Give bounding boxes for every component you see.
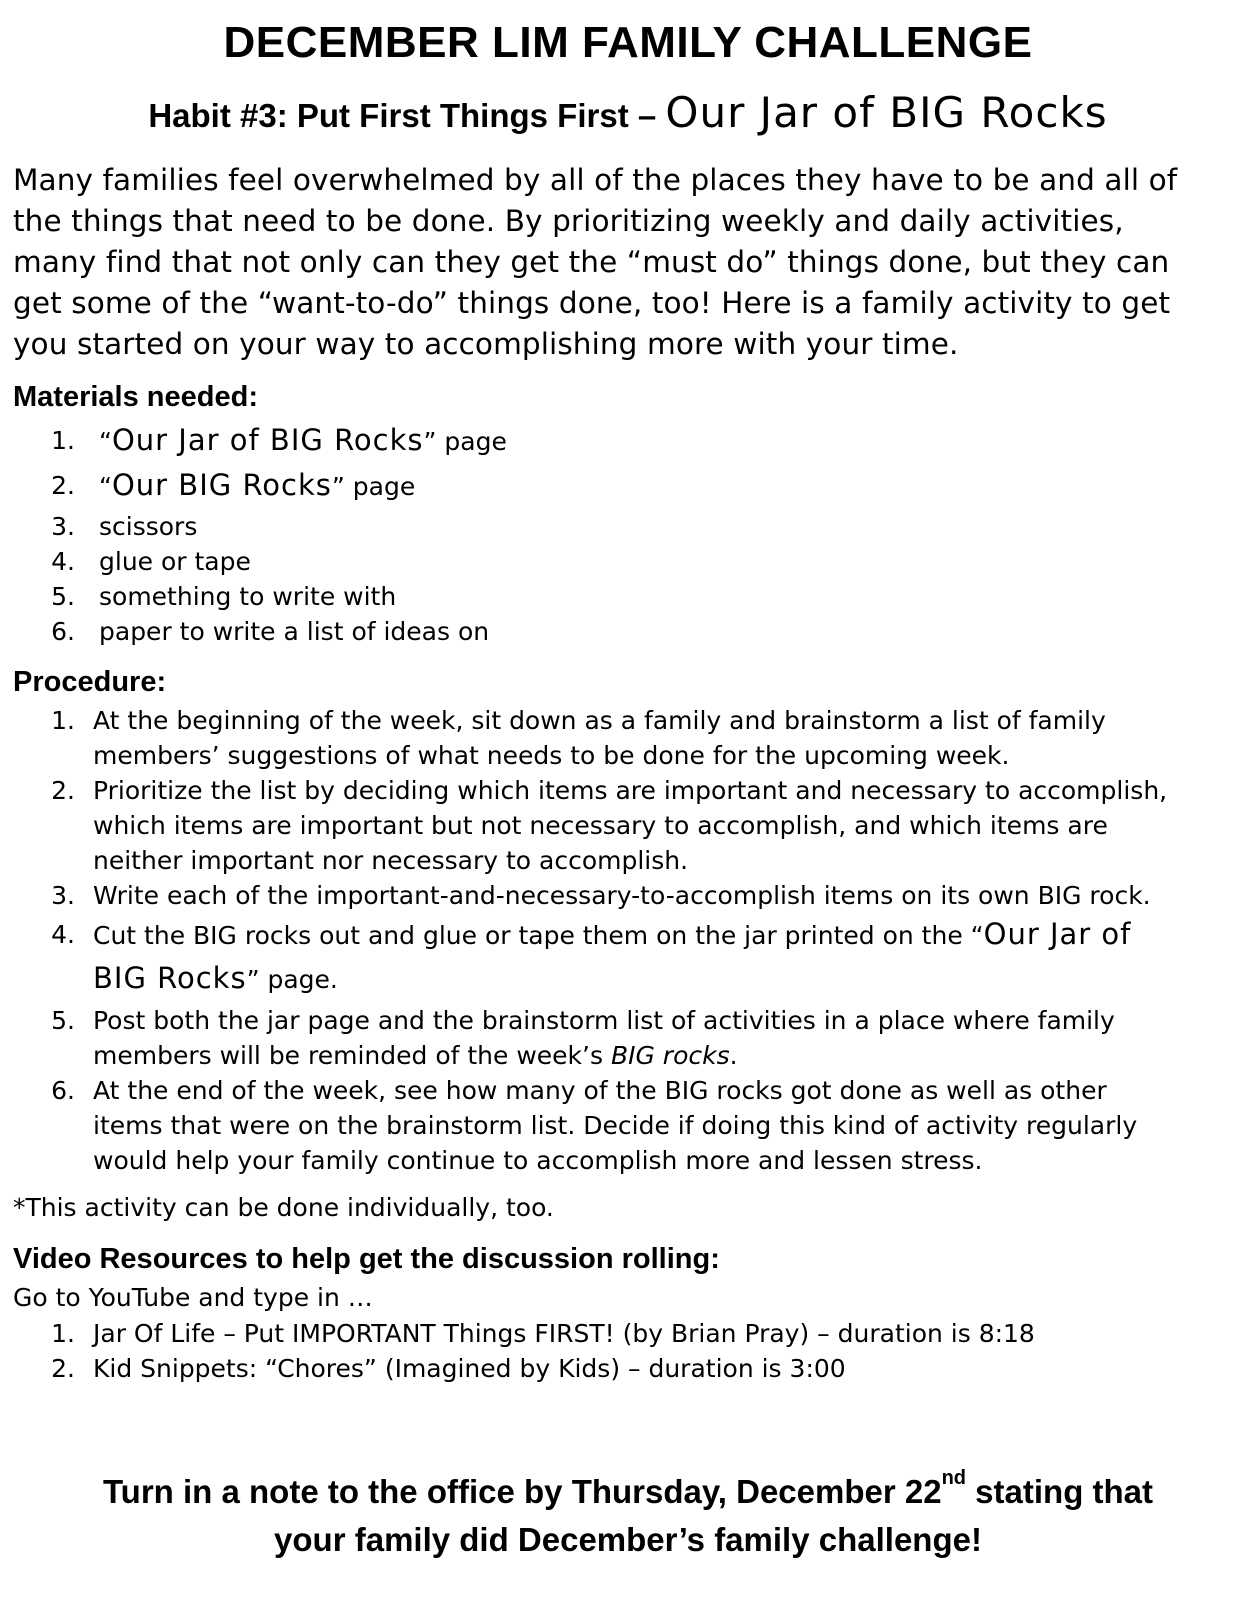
- materials-heading: Materials needed:: [13, 381, 258, 413]
- video-title: Kid Snippets: “Chores” (Imagined by Kids) – duration is 3:00: [93, 1354, 846, 1383]
- step-line: At the end of the week, see how many of the BIG rocks got done as well as other: [93, 1076, 1107, 1105]
- footer-line-2: your family did December’s family challenge!: [274, 1521, 982, 1558]
- step-punct: .: [729, 1041, 738, 1070]
- procedure-step: [47, 1073, 1227, 1178]
- step-line: Write each of the important-and-necessary-to-accomplish items on its own BIG rock.: [93, 881, 1151, 910]
- video-intro: Go to YouTube and type in …: [13, 1283, 373, 1312]
- intro-line: get some of the “want-to-do” things done, too! Here is a family activity to get: [13, 286, 1171, 320]
- procedure-step: [47, 773, 1227, 878]
- step-line: would help your family continue to accomplish more and lessen stress.: [93, 1146, 983, 1175]
- procedure-step: [47, 878, 1227, 913]
- intro-line: many find that not only can they get the “must do” things done, but they can: [13, 245, 1170, 279]
- footer-line-1: Turn in a note to the office by Thursday, December 22nd stating that: [102, 1467, 1154, 1510]
- list-number: 2.: [51, 471, 75, 500]
- step-number: 6.: [51, 1076, 75, 1105]
- step-line: members will be reminded of the week’s: [93, 1041, 611, 1070]
- list-item: [47, 468, 1147, 508]
- step-number: 5.: [51, 1006, 75, 1035]
- step-line: Cut the BIG rocks out and glue or tape them on the jar printed on the “: [93, 921, 984, 950]
- procedure-step: [47, 917, 1247, 1005]
- list-number: 1.: [51, 1319, 75, 1348]
- step-line: members’ suggestions of what needs to be done for the upcoming week.: [93, 741, 1010, 770]
- step-line: which items are important but not necessary to accomplish, and which items are: [93, 811, 1108, 840]
- list-item: [47, 614, 1147, 649]
- video-title: Jar Of Life – Put IMPORTANT Things FIRST! (by Brian Pray) – duration is 8:18: [93, 1319, 1035, 1348]
- video-heading: Video Resources to help get the discussion rolling:: [13, 1243, 720, 1275]
- step-line: At the beginning of the week, sit down as a family and brainstorm a list of family: [93, 706, 1106, 735]
- open-quote: “: [99, 427, 112, 456]
- list-item: [47, 509, 1147, 544]
- step-number: 1.: [51, 706, 75, 735]
- list-number: 6.: [51, 617, 75, 646]
- individual-note: *This activity can be done individually, too.: [13, 1193, 554, 1222]
- big-rocks-italic: BIG rocks: [610, 1041, 730, 1070]
- list-number: 4.: [51, 547, 75, 576]
- list-item: [47, 579, 1147, 614]
- list-item: [47, 423, 1147, 463]
- procedure-step: [47, 1003, 1227, 1073]
- step-line: items that were on the brainstorm list. Decide if doing this kind of activity regularly: [93, 1111, 1138, 1140]
- step-line: ” page.: [246, 965, 338, 994]
- handwritten-page-name: Our Jar of: [983, 917, 1132, 951]
- list-item: [47, 544, 1147, 579]
- intro-line: the things that need to be done. By prioritizing weekly and daily activities,: [13, 204, 1124, 238]
- video-item: [47, 1316, 1227, 1351]
- list-number: 2.: [51, 1354, 75, 1383]
- list-number: 3.: [51, 512, 75, 541]
- open-quote: “: [99, 472, 112, 501]
- procedure-step: [47, 703, 1227, 773]
- list-number: 5.: [51, 582, 75, 611]
- item-rest: ” page: [423, 427, 507, 456]
- step-number: 3.: [51, 881, 75, 910]
- intro-paragraph: [13, 160, 1238, 365]
- list-text: glue or tape: [99, 547, 251, 576]
- step-line: neither important nor necessary to accomplish.: [93, 846, 689, 875]
- step-number: 2.: [51, 776, 75, 805]
- list-text: scissors: [99, 512, 198, 541]
- item-rest: ” page: [331, 472, 416, 501]
- procedure-heading: Procedure:: [13, 666, 167, 698]
- handwritten-page-name: BIG Rocks: [93, 961, 247, 995]
- list-number: 1.: [51, 426, 75, 455]
- handwritten-page-name: Our Jar of BIG Rocks: [111, 423, 424, 457]
- list-text: paper to write a list of ideas on: [99, 617, 490, 646]
- video-item: [47, 1351, 1227, 1386]
- habit-handwritten-title: Our Jar of BIG Rocks: [665, 88, 1108, 137]
- handwritten-page-name: Our BIG Rocks: [111, 468, 332, 502]
- intro-line: Many families feel overwhelmed by all of the places they have to be and all of: [13, 163, 1178, 197]
- list-text: something to write with: [99, 582, 397, 611]
- intro-line: you started on your way to accomplishing more with your time.: [13, 327, 959, 361]
- step-number: 4.: [51, 920, 75, 949]
- page-title: DECEMBER LIM FAMILY CHALLENGE: [223, 18, 1033, 67]
- ordinal-suffix: nd: [941, 1467, 967, 1489]
- step-line: Post both the jar page and the brainstorm list of activities in a place where family: [93, 1006, 1115, 1035]
- footer-callout: [0, 1468, 1256, 1564]
- habit-subtitle: [0, 88, 1256, 137]
- habit-label: Habit #3: Put First Things First –: [148, 97, 666, 134]
- step-line: Prioritize the list by deciding which items are important and necessary to accomplish,: [93, 776, 1168, 805]
